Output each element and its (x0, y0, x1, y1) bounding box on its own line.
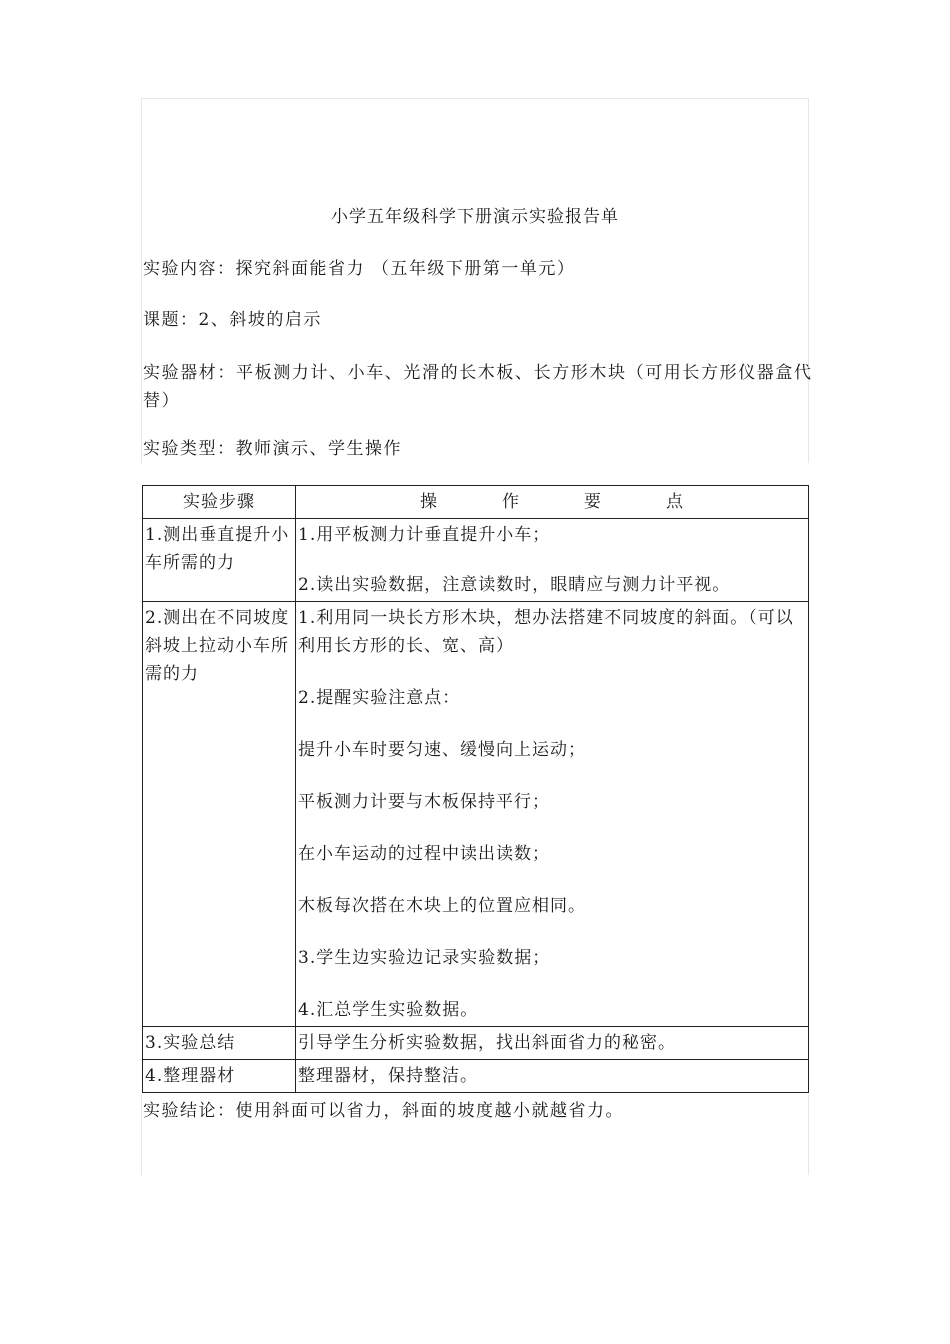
points-cell (296, 1027, 809, 1060)
point-line: 3.学生边实验边记录实验数据； (298, 948, 551, 968)
points-cell (296, 1060, 809, 1093)
experiment-content: 实验内容：探究斜面能省力 （五年级下册第一单元） (143, 259, 576, 279)
table-header-row (143, 486, 809, 519)
step-cell: 4.整理器材 (143, 1060, 296, 1093)
header-points-char: 要 (584, 492, 602, 512)
header-points-char: 操 (420, 492, 438, 512)
point-line: 平板测力计要与木板保持平行； (298, 792, 550, 812)
point-line: 2.提醒实验注意点： (298, 688, 461, 708)
page-frame-left (141, 98, 142, 463)
header-points (296, 486, 809, 519)
header-points-char: 作 (502, 492, 520, 512)
table-row (143, 1060, 809, 1093)
header-step: 实验步骤 (143, 486, 296, 519)
points-cell (296, 602, 809, 1027)
point-line: 引导学生分析实验数据，找出斜面省力的秘密。 (298, 1033, 676, 1053)
step-cell: 3.实验总结 (143, 1027, 296, 1060)
page-title: 小学五年级科学下册演示实验报告单 (331, 207, 619, 227)
point-line: 提升小车时要匀速、缓慢向上运动； (298, 740, 586, 760)
points-cell (296, 519, 809, 602)
page-frame-right-bottom (808, 1095, 809, 1175)
experiment-type: 实验类型：教师演示、学生操作 (143, 439, 402, 459)
experiment-conclusion: 实验结论：使用斜面可以省力，斜面的坡度越小就越省力。 (143, 1101, 624, 1121)
point-line: 整理器材，保持整洁。 (298, 1066, 478, 1086)
page-frame-top (141, 98, 809, 99)
experiment-equipment: 实验器材：平板测力计、小车、光滑的长木板、长方形木块（可用长方形仪器盒代替） (143, 363, 813, 411)
point-line: 4.汇总学生实验数据。 (298, 1000, 479, 1020)
page-frame-left-bottom (141, 1095, 142, 1175)
table-row (143, 602, 809, 1027)
step-cell: 1.测出垂直提升小车所需的力 (143, 519, 296, 602)
point-line: 1.用平板测力计垂直提升小车； (298, 525, 551, 545)
header-points-char: 点 (666, 492, 684, 512)
point-line: 2.读出实验数据，注意读数时，眼睛应与测力计平视。 (298, 575, 731, 595)
point-line: 木板每次搭在木块上的位置应相同。 (298, 896, 586, 916)
table-row (143, 1027, 809, 1060)
table-row (143, 519, 809, 602)
point-line: 1.利用同一块长方形木块，想办法搭建不同坡度的斜面。（可以利用长方形的长、宽、高） (298, 608, 794, 656)
steps-table (142, 485, 809, 1093)
experiment-topic: 课题：2、斜坡的启示 (143, 310, 322, 330)
point-line: 在小车运动的过程中读出读数； (298, 844, 550, 864)
step-cell: 2.测出在不同坡度斜坡上拉动小车所需的力 (143, 602, 296, 1027)
